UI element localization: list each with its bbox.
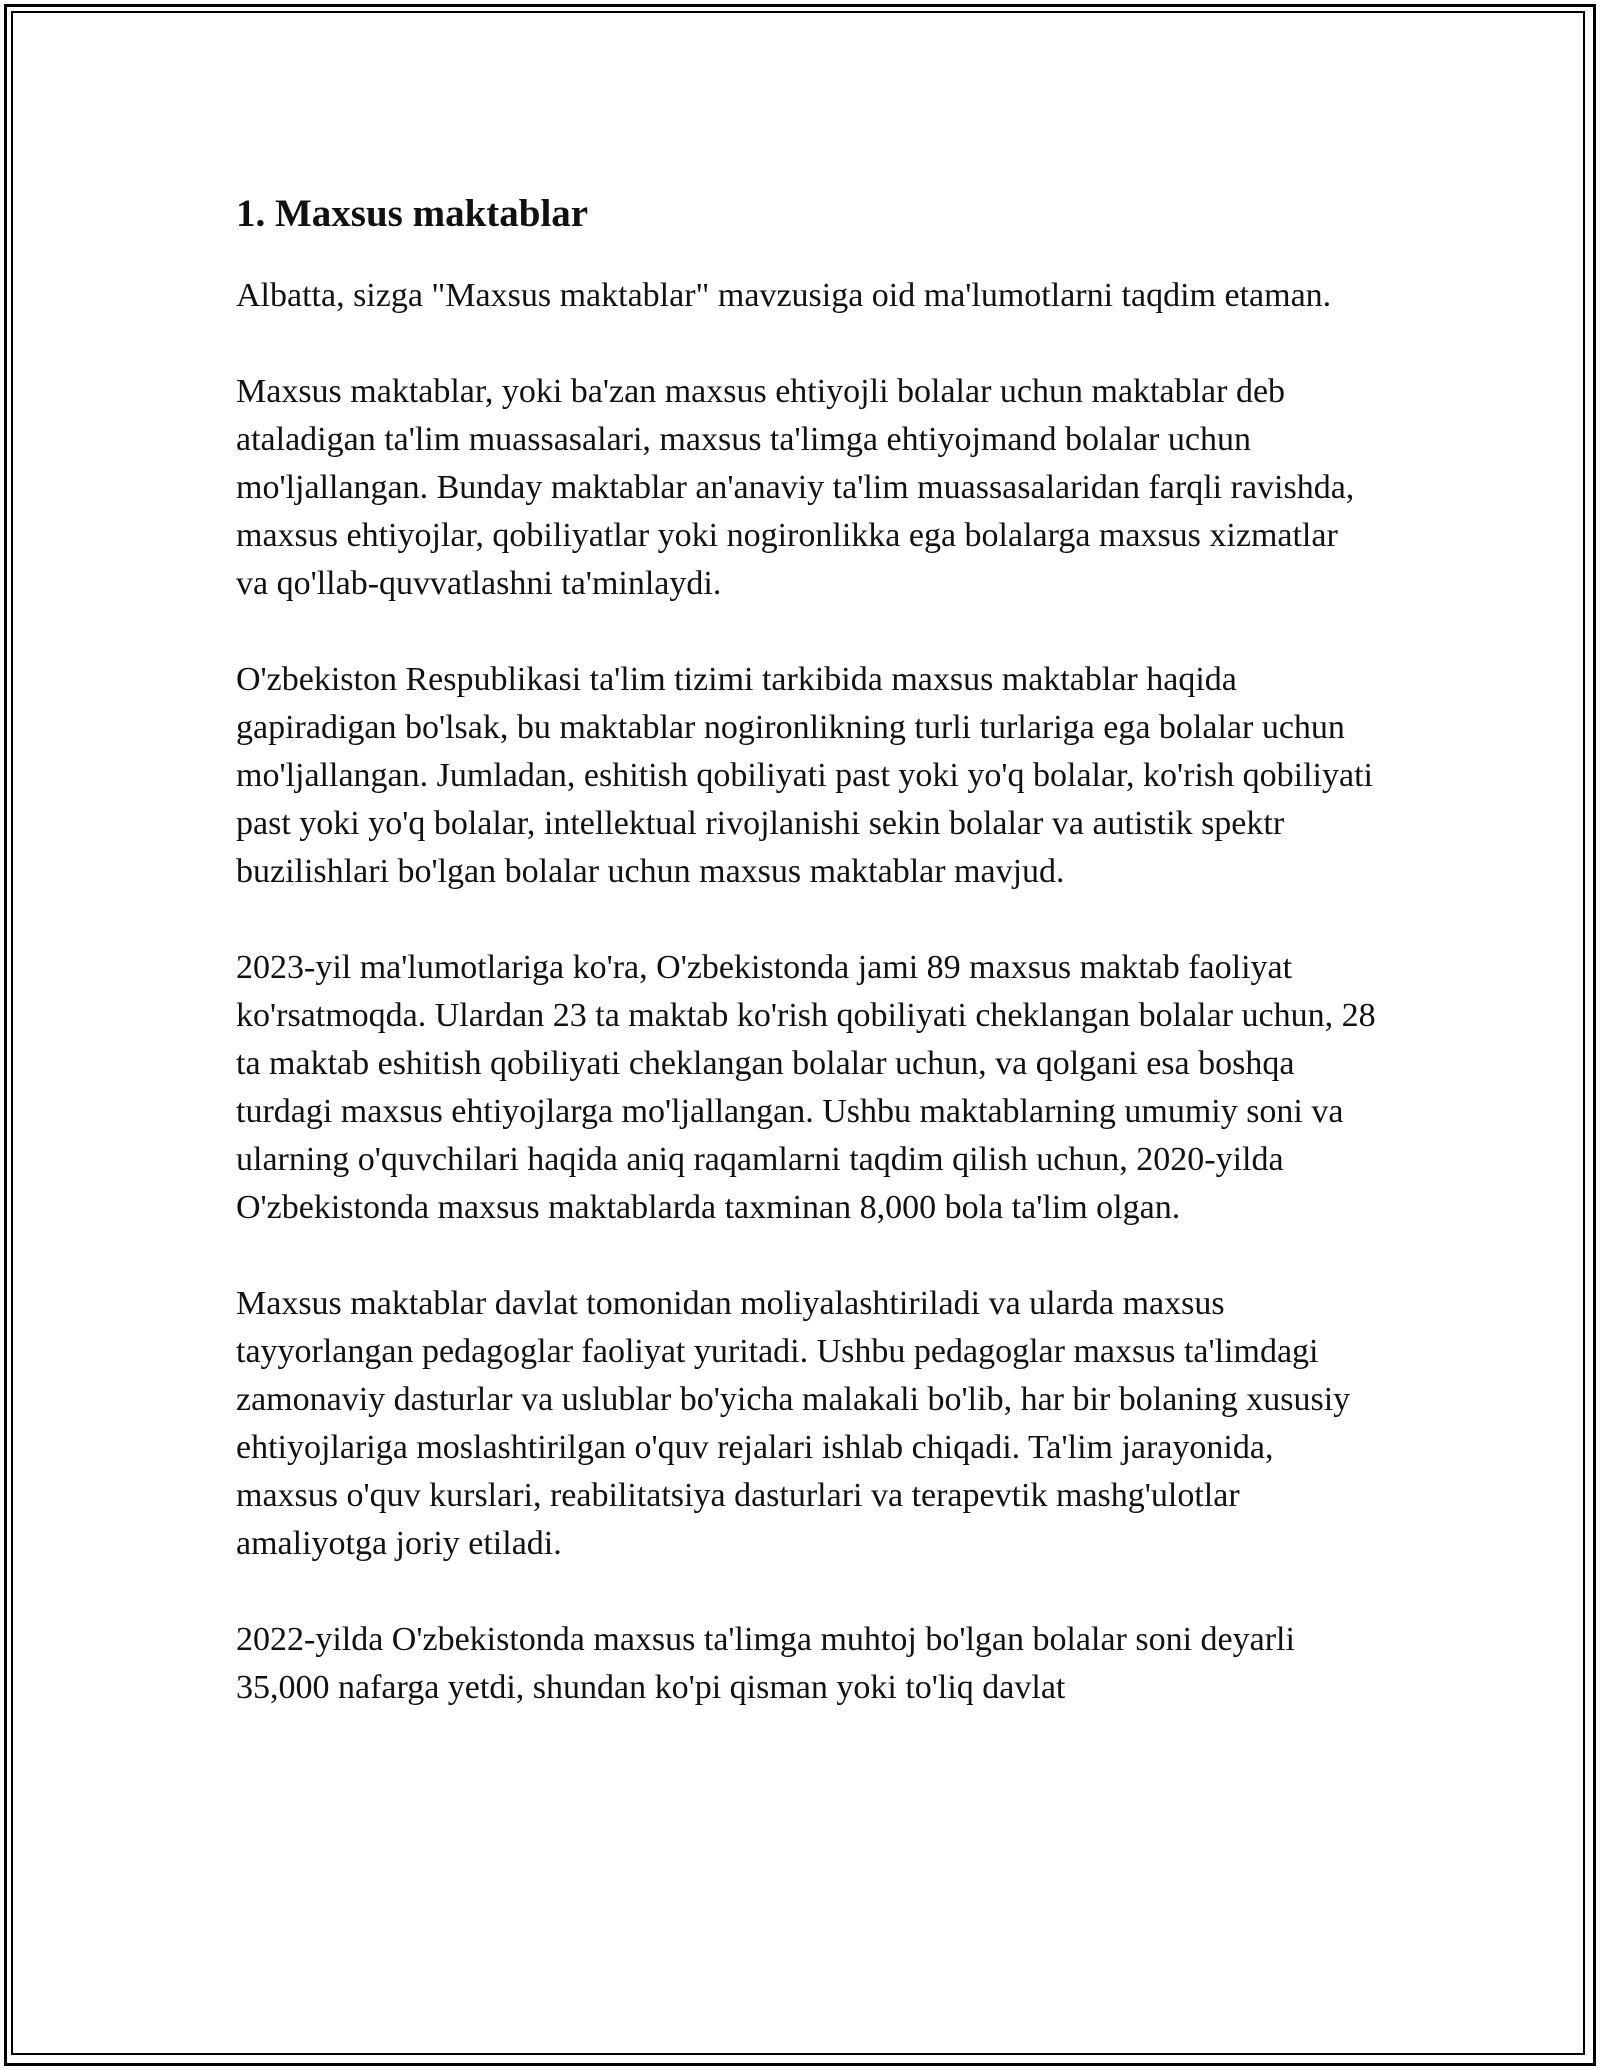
paragraph-uzbekistan-system: O'zbekiston Respublikasi ta'lim tizimi tarkibida maxsus maktablar haqida gapiradigan bo'lsak, bu maktablar nogironlikning turli turlariga ega bolalar uchun mo'ljallangan. Jumladan, eshitish qobiliyati past yoki yo'q bolalar, ko'rish qobiliyati past yoki yo'q bolalar, intellektual rivojlanishi sekin bolalar va autistik spektr buzilishlari bo'lgan bolalar uchun maxsus maktablar mavjud. bbox=[236, 661, 1373, 890]
paragraph-statistics-2023: 2023-yil ma'lumotlariga ko'ra, O'zbekistonda jami 89 maxsus maktab faoliyat ko'rsatmoqda. Ulardan 23 ta maktab ko'rish qobiliyati cheklangan bolalar uchun, 28 ta maktab eshitish qobiliyati cheklangan bolalar uchun, va qolgani esa boshqa turdagi maxsus ehtiyojlarga mo'ljallangan. Ushbu maktablarning umumiy soni va ularning o'quvchilari haqida aniq raqamlarni taqdim qilish uchun, 2020-yilda O'zbekistonda maxsus maktablarda taxminan 8,000 bola ta'lim olgan. bbox=[236, 949, 1376, 1226]
section-heading: 1. Maxsus maktablar bbox=[236, 192, 589, 235]
paragraph-intro: Albatta, sizga "Maxsus maktablar" mavzusiga oid ma'lumotlarni taqdim etaman. bbox=[236, 277, 1332, 314]
document-body bbox=[236, 190, 1376, 1760]
paragraph-statistics-2022: 2022-yilda O'zbekistonda maxsus ta'limga muhtoj bo'lgan bolalar soni deyarli 35,000 nafarga yetdi, shundan ko'pi qisman yoki to'liq davlat bbox=[236, 1621, 1295, 1706]
paragraph-funding: Maxsus maktablar davlat tomonidan moliyalashtiriladi va ularda maxsus tayyorlangan pedagoglar faoliyat yuritadi. Ushbu pedagoglar maxsus ta'limdagi zamonaviy dasturlar va uslublar bo'yicha malakali bo'lib, har bir bolaning xususiy ehtiyojlariga moslashtirilgan o'quv rejalari ishlab chiqadi. Ta'lim jarayonida, maxsus o'quv kurslari, reabilitatsiya dasturlari va terapevtik mashg'ulotlar amaliyotga joriy etiladi. bbox=[236, 1285, 1351, 1562]
paragraph-definition: Maxsus maktablar, yoki ba'zan maxsus ehtiyojli bolalar uchun maktablar deb ataladigan ta'lim muassasalari, maxsus ta'limga ehtiyojmand bolalar uchun mo'ljallangan. Bunday maktablar an'anaviy ta'lim muassasalaridan farqli ravishda, maxsus ehtiyojlar, qobiliyatlar yoki nogironlikka ega bolalarga maxsus xizmatlar va qo'llab-quvvatlashni ta'minlaydi. bbox=[236, 373, 1355, 602]
